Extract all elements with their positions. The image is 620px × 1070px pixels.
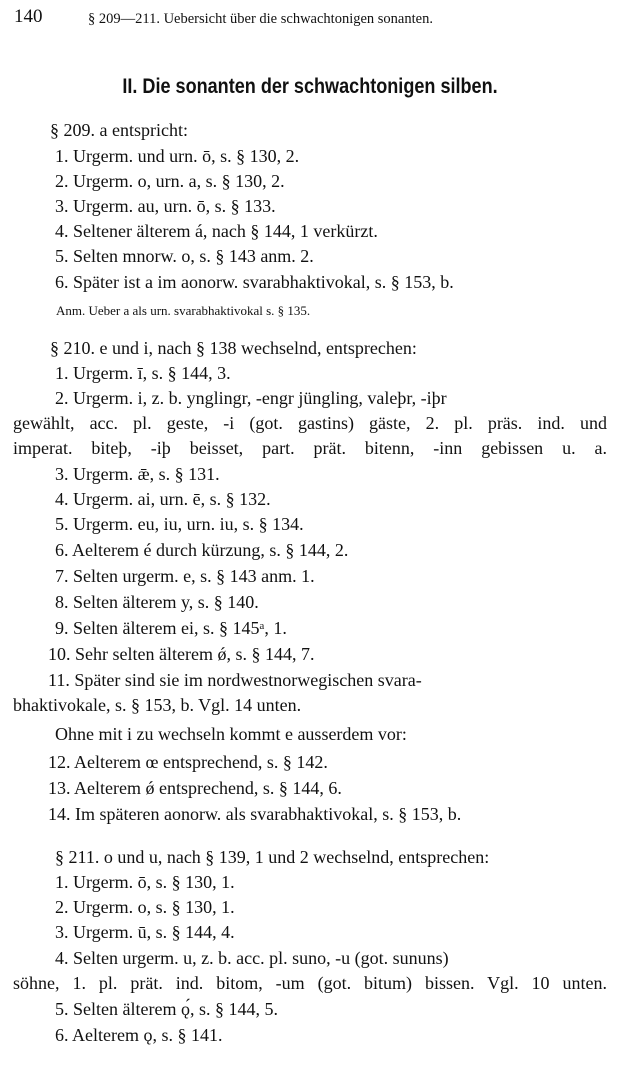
list-item: 1. Urgerm. ō, s. § 130, 1. [55, 872, 235, 892]
list-item: 13. Aelterem ǿ entsprechend, s. § 144, 6. [48, 778, 342, 798]
running-title: § 209—211. Uebersicht über die schwachtonigen sonanten. [88, 11, 433, 27]
section-211-heading: § 211. o und u, nach § 139, 1 und 2 wechselnd, entsprechen: [55, 847, 490, 867]
list-item: 10. Sehr selten älterem ǿ, s. § 144, 7. [48, 644, 315, 664]
list-item-line: 11. Später sind sie im nordwestnorwegischen svara- [48, 670, 422, 690]
section-210-note: Ohne mit i zu wechseln kommt e ausserdem vor: [55, 724, 407, 744]
list-item: 3. Urgerm. ū, s. § 144, 4. [55, 922, 235, 942]
list-item: 2. Urgerm. o, s. § 130, 1. [55, 897, 235, 917]
list-item: 8. Selten älterem y, s. § 140. [55, 592, 259, 612]
list-item-line: gewählt, acc. pl. geste, -i (got. gastins) gäste, 2. pl. präs. ind. und [13, 413, 607, 433]
list-item: 6. Später ist a im aonorw. svarabhaktivokal, s. § 153, b. [55, 272, 454, 292]
list-item-line: bhaktivokale, s. § 153, b. Vgl. 14 unten. [13, 695, 302, 715]
annotation-note: Anm. Ueber a als urn. svarabhaktivokal s. § 135. [56, 303, 311, 318]
list-item: 1. Urgerm. ī, s. § 144, 3. [55, 363, 231, 383]
list-item: 6. Aelterem ǫ, s. § 141. [55, 1025, 223, 1045]
page-header [14, 6, 606, 28]
list-item: 4. Urgerm. ai, urn. ē, s. § 132. [55, 489, 271, 509]
list-item: 5. Urgerm. eu, iu, urn. iu, s. § 134. [55, 514, 304, 534]
list-item: 7. Selten urgerm. e, s. § 143 anm. 1. [55, 566, 315, 586]
list-item: 3. Urgerm. ǣ, s. § 131. [55, 464, 220, 484]
list-item-line: söhne, 1. pl. prät. ind. bitom, -um (got. bitum) bissen. Vgl. 10 unten. [13, 973, 607, 993]
list-item-line: imperat. biteþ, -iþ beisset, part. prät. bitenn, -inn gebissen u. a. [13, 438, 607, 458]
list-item: 9. Selten älterem ei, s. § 145ᵃ, 1. [55, 618, 287, 638]
section-209-heading: § 209. a entspricht: [50, 120, 188, 140]
list-item: 4. Seltener älterem á, nach § 144, 1 verkürzt. [55, 221, 378, 241]
list-item: 3. Urgerm. au, urn. ō, s. § 133. [55, 196, 276, 216]
list-item: 2. Urgerm. o, urn. a, s. § 130, 2. [55, 171, 285, 191]
section-210-heading: § 210. e und i, nach § 138 wechselnd, entsprechen: [50, 338, 417, 358]
list-item: 6. Aelterem é durch kürzung, s. § 144, 2. [55, 540, 349, 560]
list-item-line: 4. Selten urgerm. u, z. b. acc. pl. suno, -u (got. sununs) [55, 948, 449, 968]
page-number: 140 [14, 6, 43, 27]
chapter-title: II. Die sonanten der schwachtonigen silben. [122, 75, 498, 98]
list-item: 5. Selten älterem ǫ́, s. § 144, 5. [55, 999, 278, 1019]
list-item: 1. Urgerm. und urn. ō, s. § 130, 2. [55, 146, 300, 166]
list-item: 12. Aelterem œ entsprechend, s. § 142. [48, 752, 328, 772]
list-item-line: 2. Urgerm. i, z. b. ynglingr, -engr jüngling, valeþr, -iþr [55, 388, 447, 408]
list-item: 14. Im späteren aonorw. als svarabhaktivokal, s. § 153, b. [48, 804, 462, 824]
list-item: 5. Selten mnorw. o, s. § 143 anm. 2. [55, 246, 314, 266]
